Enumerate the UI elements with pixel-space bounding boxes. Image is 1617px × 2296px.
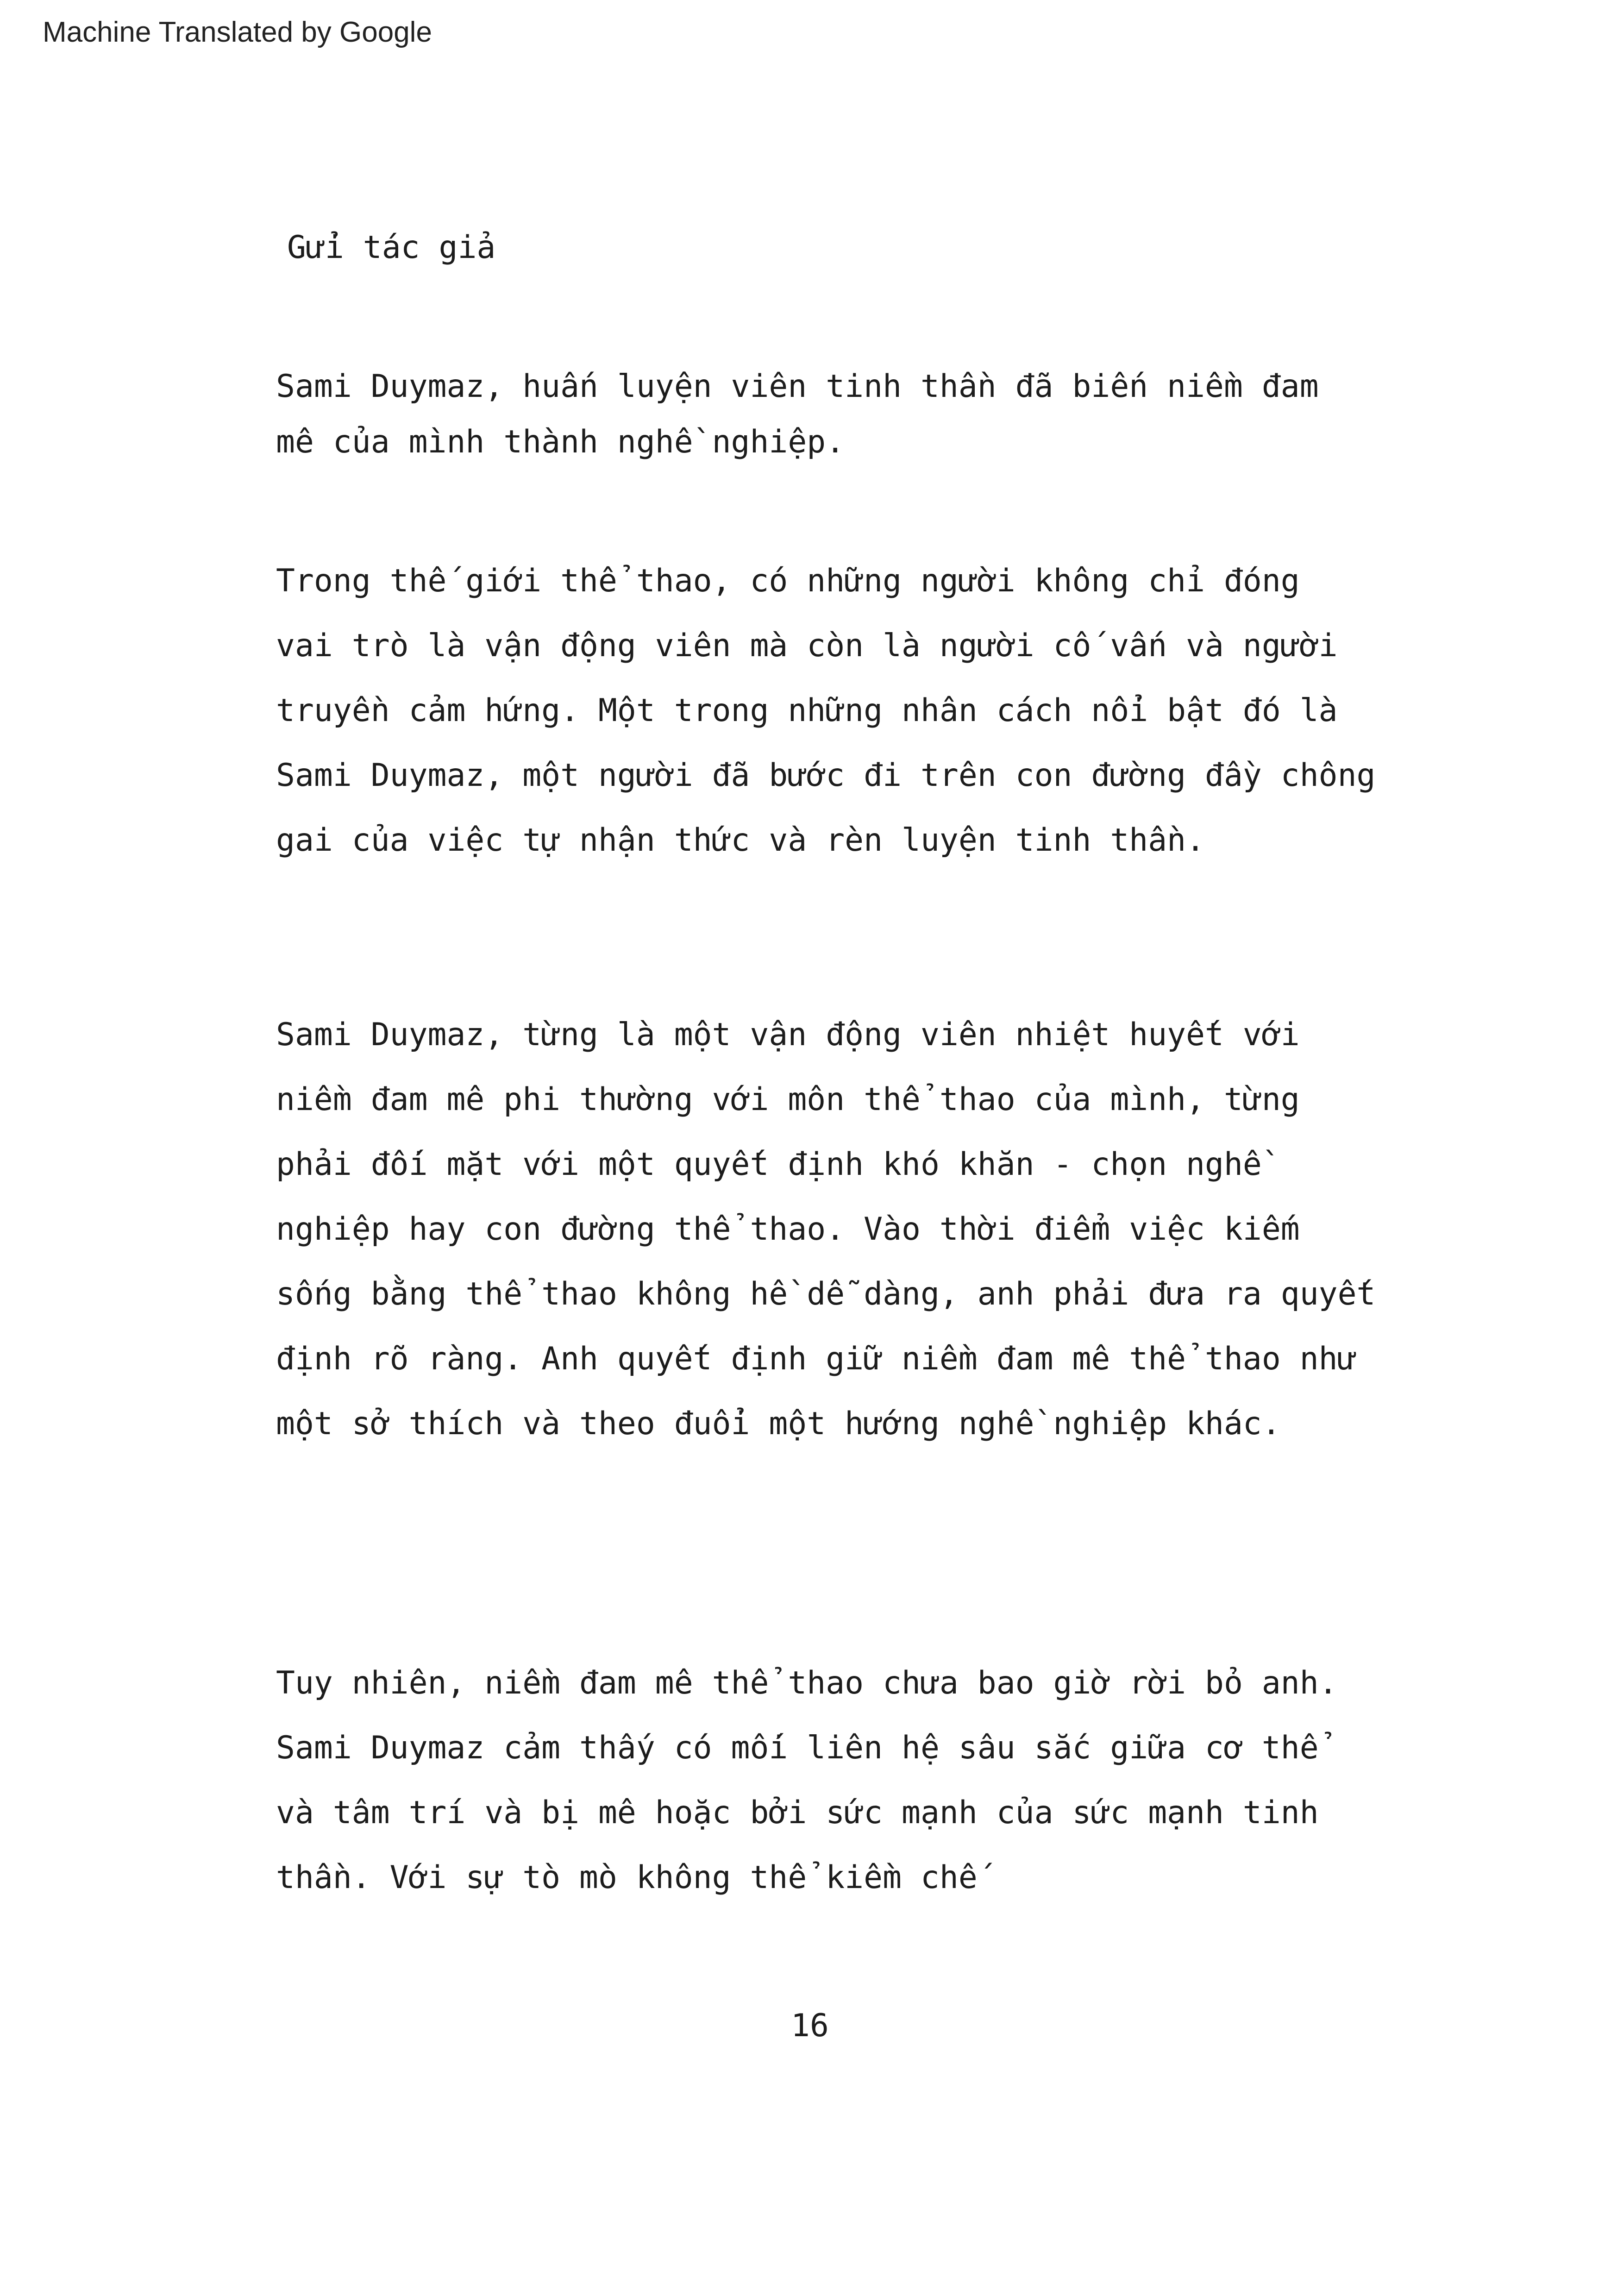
page-number: 16 [791,2007,829,2044]
paragraph-4-line-3: và tâm trí và bị mê hoặc bởi sức mạnh của sức mạnh tinh [276,1794,1319,1831]
paragraph-3-line-6: định rõ ràng. Anh quyết định giữ niềm đam mê thể thao như [276,1341,1357,1377]
paragraph-3-line-3: phải đối mặt với một quyết định khó khăn - chọn nghề [276,1146,1262,1183]
paragraph-4-line-2: Sami Duymaz cảm thấy có mối liên hệ sâu sắc giữa cơ thể [276,1730,1319,1766]
paragraph-3-line-7: một sở thích và theo đuổi một hướng nghề nghiệp khác. [276,1405,1281,1442]
paragraph-3-line-1: Sami Duymaz, từng là một vận động viên nhiệt huyết với [276,1016,1300,1053]
paragraph-2-line-2: vai trò là vận động viên mà còn là người cố vấn và người [276,627,1338,664]
paragraph-3-line-2: niềm đam mê phi thường với môn thể thao của mình, từng [276,1081,1300,1118]
paragraph-3-line-4: nghiệp hay con đường thể thao. Vào thời điểm việc kiếm [276,1211,1300,1248]
paragraph-3-line-5: sống bằng thể thao không hề dễ dàng, anh phải đưa ra quyết [276,1276,1376,1312]
section-heading: Gửi tác giả [287,229,496,266]
paragraph-1-line-2: mê của mình thành nghề nghiệp. [276,424,845,460]
paragraph-4-line-4: thần. Với sự tò mò không thể kiềm chế [276,1859,978,1896]
paragraph-2-line-3: truyền cảm hứng. Một trong những nhân cách nổi bật đó là [276,692,1338,729]
paragraph-4-line-1: Tuy nhiên, niềm đam mê thể thao chưa bao giờ rời bỏ anh. [276,1665,1338,1701]
paragraph-1-line-1: Sami Duymaz, huấn luyện viên tinh thần đã biến niềm đam [276,368,1319,405]
paragraph-2-line-1: Trong thế giới thể thao, có những người không chỉ đóng [276,563,1300,599]
paragraph-2-line-4: Sami Duymaz, một người đã bước đi trên con đường đầy chông [276,757,1376,794]
machine-translation-banner: Machine Translated by Google [43,16,432,48]
paragraph-2-line-5: gai của việc tự nhận thức và rèn luyện tinh thần. [276,822,1205,859]
